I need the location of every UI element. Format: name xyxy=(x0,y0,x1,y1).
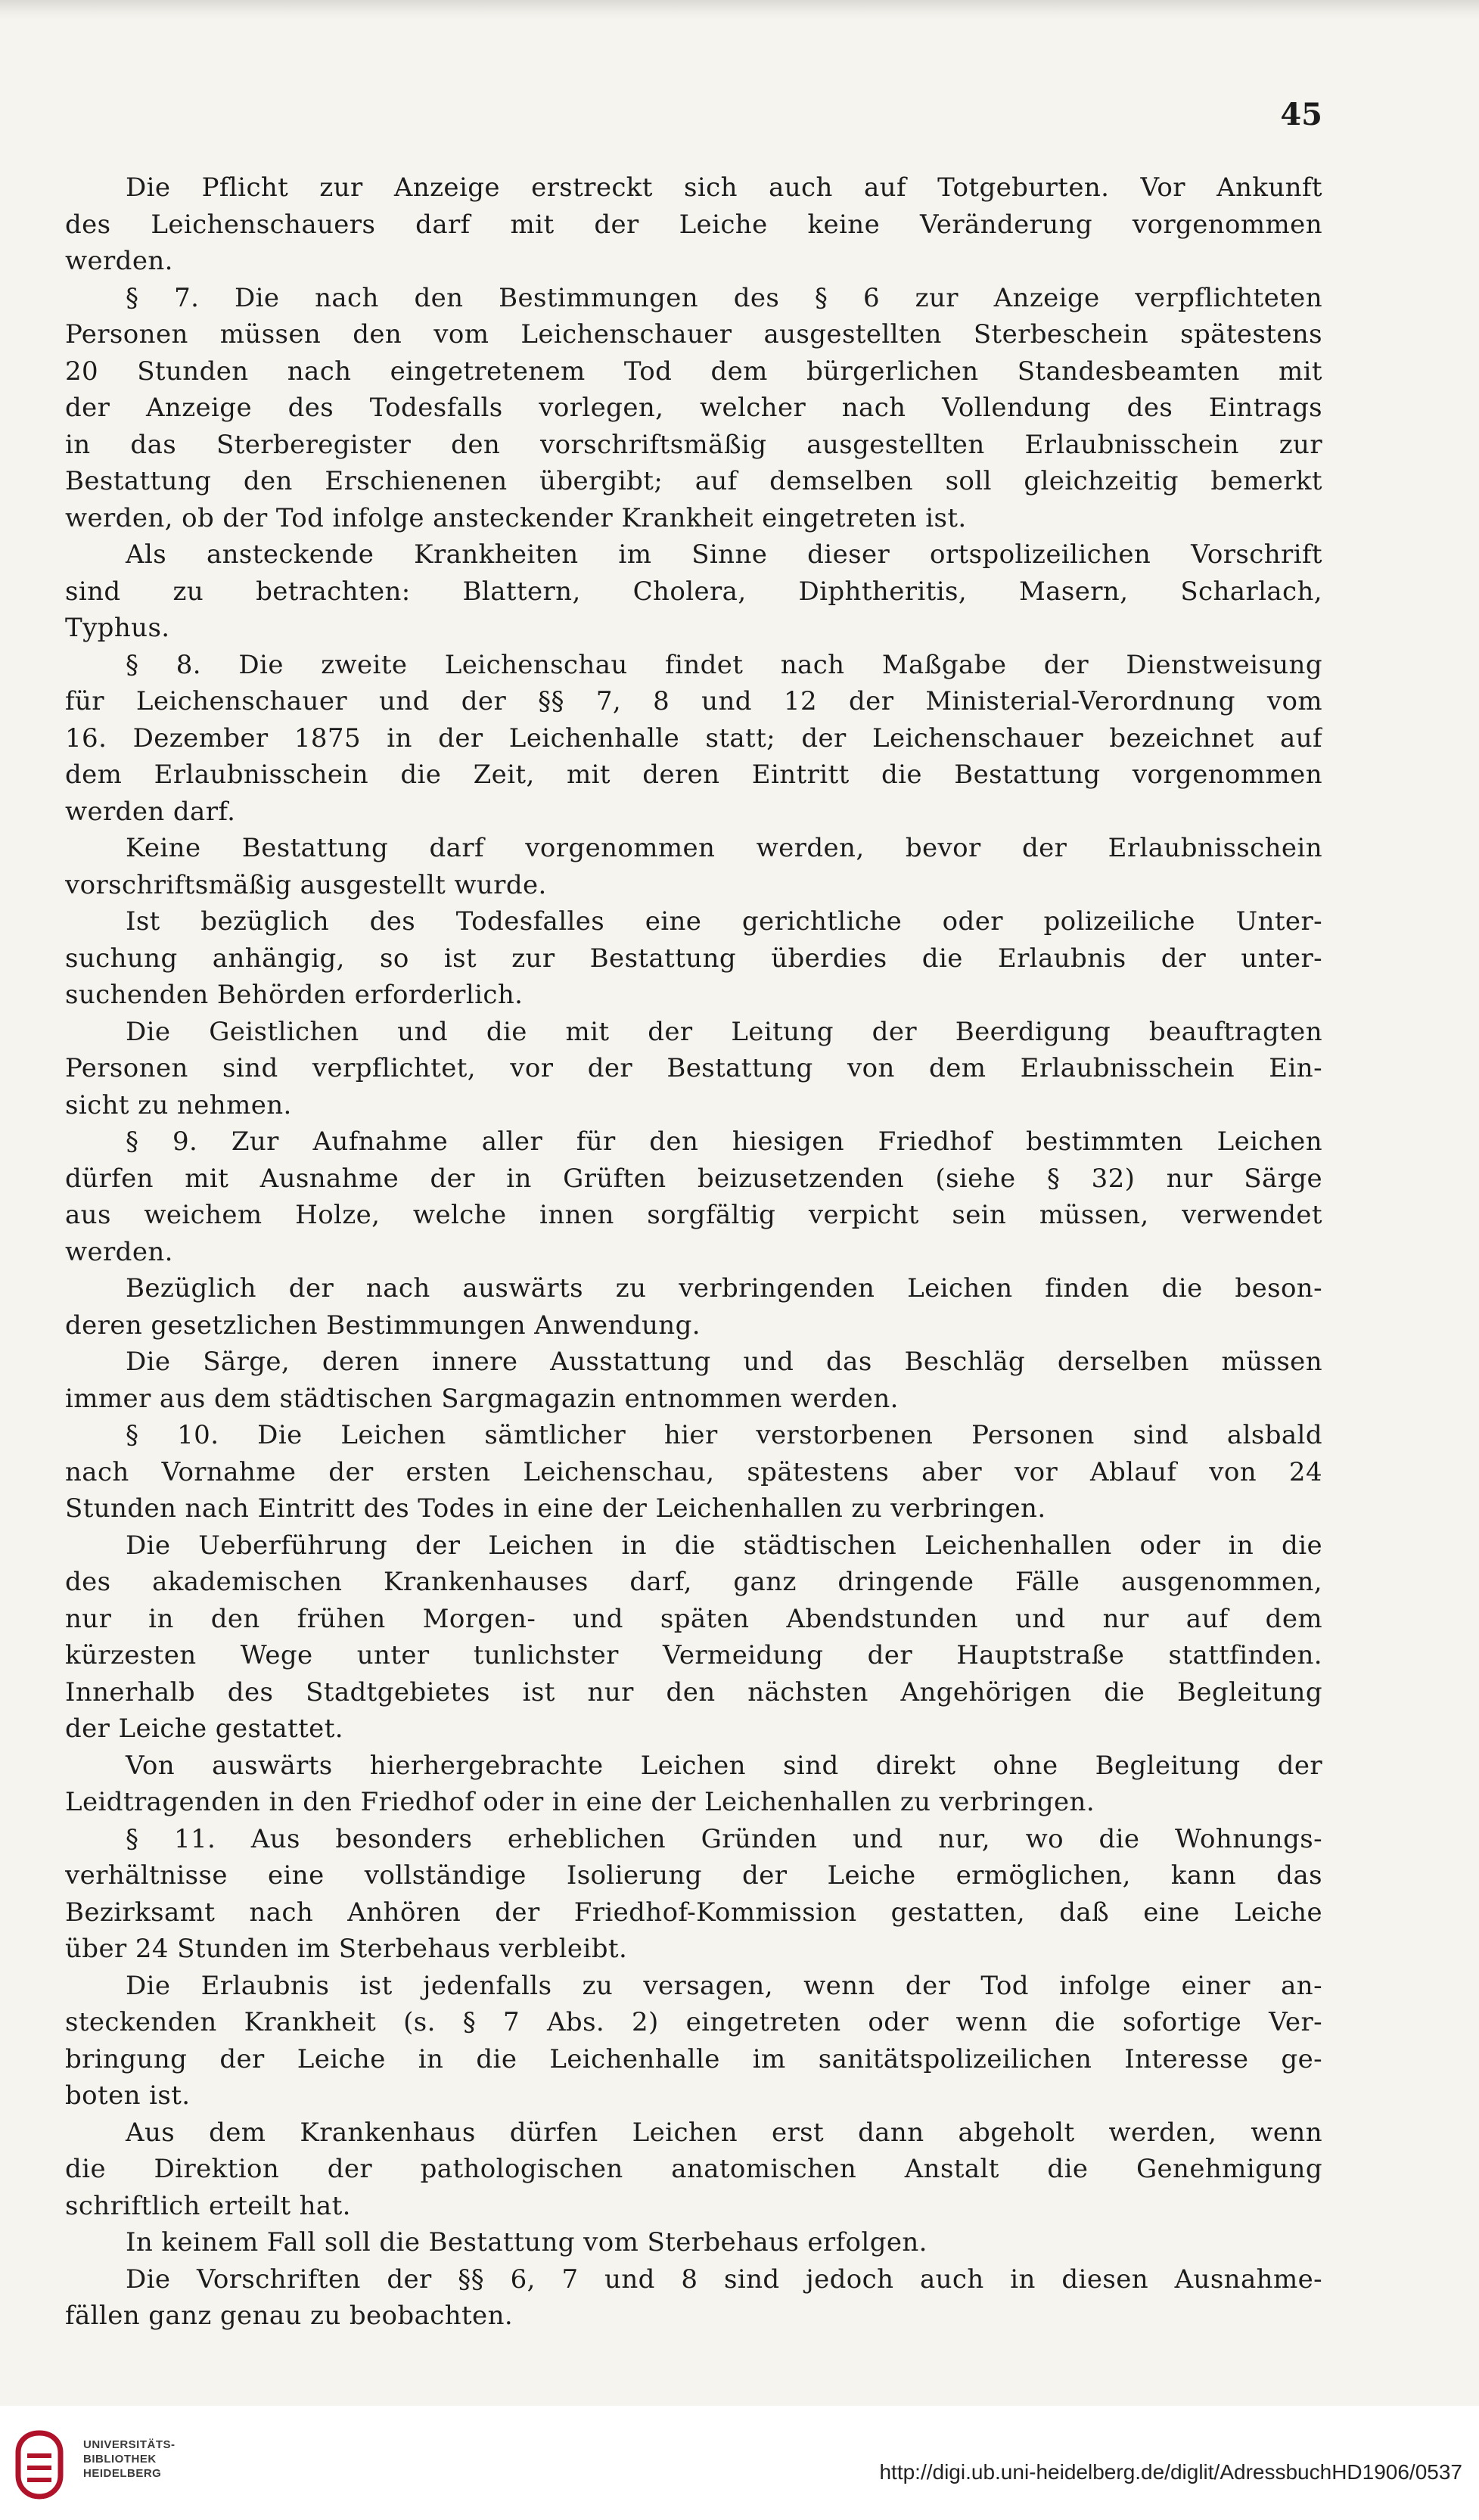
text-line: werden darf. xyxy=(65,796,236,827)
text-line: § 9. Zur Aufnahme aller für den hiesigen Friedhof bestimmten Leichen xyxy=(126,1126,1322,1157)
text-line: Personen sind verpflichtet, vor der Bestattung von dem Erlaubnisschein Ein- xyxy=(65,1053,1322,1083)
text-line: schriftlich erteilt hat. xyxy=(65,2190,351,2221)
text-line: § 10. Die Leichen sämtlicher hier verstorbenen Personen sind alsbald xyxy=(126,1420,1322,1450)
text-line: Bezüglich der nach auswärts zu verbringenden Leichen finden die beson- xyxy=(126,1273,1322,1304)
text-line: Als ansteckende Krankheiten im Sinne dieser ortspolizeilichen Vorschrift xyxy=(126,539,1322,570)
scan-edge xyxy=(0,0,1479,20)
source-url-link[interactable]: http://digi.ub.uni-heidelberg.de/diglit/AdressbuchHD1906/0537 xyxy=(879,2460,1462,2484)
library-seal-icon xyxy=(11,2430,68,2500)
text-line: Personen müssen den vom Leichenschauer ausgestellten Sterbeschein spätestens xyxy=(65,319,1322,350)
body-text xyxy=(65,169,1322,2335)
text-line: deren gesetzlichen Bestimmungen Anwendung. xyxy=(65,1310,701,1341)
library-name-line: HEIDELBERG xyxy=(83,2467,162,2480)
text-line: verhältnisse eine vollständige Isolierung der Leiche ermöglichen, kann das xyxy=(65,1860,1322,1891)
text-line: Die Erlaubnis ist jedenfalls zu versagen, wenn der Tod infolge einer an- xyxy=(126,1970,1322,2001)
text-line: Bezirksamt nach Anhören der Friedhof-Kommission gestatten, daß eine Leiche xyxy=(65,1897,1322,1928)
text-line: kürzesten Wege unter tunlichster Vermeidung der Hauptstraße stattfinden. xyxy=(65,1640,1322,1670)
text-line: Innerhalb des Stadtgebietes ist nur den nächsten Angehörigen die Begleitung xyxy=(65,1676,1322,1707)
text-line: In keinem Fall soll die Bestattung vom Sterbehaus erfolgen. xyxy=(126,2227,927,2257)
text-line: Leidtragenden in den Friedhof oder in eine der Leichenhallen zu verbringen. xyxy=(65,1787,1095,1817)
text-line: des Leichenschauers darf mit der Leiche keine Veränderung vorgenommen xyxy=(65,209,1322,240)
text-line: die Direktion der pathologischen anatomischen Anstalt die Genehmigung xyxy=(65,2154,1322,2184)
text-line: für Leichenschauer und der §§ 7, 8 und 12 der Ministerial-Verordnung vom xyxy=(65,686,1322,716)
text-line: vorschriftsmäßig ausgestellt wurde. xyxy=(65,869,547,900)
text-line: steckenden Krankheit (s. § 7 Abs. 2) eingetreten oder wenn die sofortige Ver- xyxy=(65,2007,1322,2037)
text-line: Die Geistlichen und die mit der Leitung der Beerdigung beauftragten xyxy=(126,1016,1322,1047)
page-number: 45 xyxy=(1280,97,1322,132)
library-name xyxy=(83,2438,176,2481)
text-line: werden. xyxy=(65,1236,173,1267)
text-line: Stunden nach Eintritt des Todes in eine der Leichenhallen zu verbringen. xyxy=(65,1493,1046,1524)
text-line: der Anzeige des Todesfalls vorlegen, welcher nach Vollendung des Eintrags xyxy=(65,393,1322,423)
text-line: Die Särge, deren innere Ausstattung und das Beschläg derselben müssen xyxy=(126,1347,1322,1377)
text-line: Von auswärts hierhergebrachte Leichen sind direkt ohne Begleitung der xyxy=(126,1750,1322,1781)
library-logo[interactable] xyxy=(11,2427,185,2510)
text-line: sind zu betrachten: Blattern, Cholera, Diphtheritis, Masern, Scharlach, xyxy=(65,576,1322,607)
text-line: 16. Dezember 1875 in der Leichenhalle statt; der Leichenschauer bezeichnet auf xyxy=(65,722,1322,754)
text-line: Typhus. xyxy=(65,613,170,643)
text-line: suchenden Behörden erforderlich. xyxy=(65,980,524,1010)
text-line: des akademischen Krankenhauses darf, ganz dringende Fälle ausgenommen, xyxy=(65,1567,1322,1597)
text-line: der Leiche gestattet. xyxy=(65,1714,343,1744)
text-line: werden, ob der Tod infolge ansteckender Krankheit eingetreten ist. xyxy=(65,502,967,533)
text-line: boten ist. xyxy=(65,2080,191,2111)
text-line: § 7. Die nach den Bestimmungen des § 6 zur Anzeige verpflichteten xyxy=(126,282,1322,313)
text-line: sicht zu nehmen. xyxy=(65,1089,292,1120)
text-line: Die Pflicht zur Anzeige erstreckt sich auch auf Totgeburten. Vor Ankunft xyxy=(126,172,1322,203)
text-line: nach Vornahme der ersten Leichenschau, spätestens aber vor Ablauf von 24 xyxy=(65,1456,1322,1487)
text-line: Aus dem Krankenhaus dürfen Leichen erst dann abgeholt werden, wenn xyxy=(126,2117,1322,2148)
text-line: Keine Bestattung darf vorgenommen werden, bevor der Erlaubnisschein xyxy=(126,833,1322,863)
text-line: Bestattung den Erschienenen übergibt; auf demselben soll gleichzeitig bemerkt xyxy=(65,466,1322,496)
text-line: dem Erlaubnisschein die Zeit, mit deren Eintritt die Bestattung vorgenommen xyxy=(65,760,1322,790)
text-line: § 11. Aus besonders erheblichen Gründen und nur, wo die Wohnungs- xyxy=(126,1823,1322,1854)
footer xyxy=(0,2406,1479,2520)
library-name-line: BIBLIOTHEK xyxy=(83,2453,157,2466)
text-line: fällen ganz genau zu beobachten. xyxy=(65,2301,514,2331)
text-line: immer aus dem städtischen Sargmagazin entnommen werden. xyxy=(65,1383,899,1414)
text-line: aus weichem Holze, welche innen sorgfältig verpicht sein müssen, verwendet xyxy=(65,1200,1322,1230)
text-line: Ist bezüglich des Todesfalles eine gerichtliche oder polizeiliche Unter- xyxy=(126,906,1322,937)
text-line: dürfen mit Ausnahme der in Grüften beizusetzenden (siehe § 32) nur Särge xyxy=(65,1163,1322,1194)
text-line: Die Ueberführung der Leichen in die städtischen Leichenhallen oder in die xyxy=(126,1530,1322,1561)
text-line: 20 Stunden nach eingetretenem Tod dem bürgerlichen Standesbeamten mit xyxy=(65,356,1322,387)
text-line: in das Sterberegister den vorschriftsmäßig ausgestellten Erlaubnisschein zur xyxy=(65,429,1322,460)
text-line: werden. xyxy=(65,246,173,276)
text-line: suchung anhängig, so ist zur Bestattung überdies die Erlaubnis der unter- xyxy=(65,943,1322,974)
text-line: über 24 Stunden im Sterbehaus verbleibt. xyxy=(65,1934,628,1964)
text-line: § 8. Die zweite Leichenschau findet nach Maßgabe der Dienstweisung xyxy=(126,649,1322,680)
text-line: Die Vorschriften der §§ 6, 7 und 8 sind jedoch auch in diesen Ausnahme- xyxy=(126,2264,1322,2295)
text-line: bringung der Leiche in die Leichenhalle im sanitätspolizeilichen Interesse ge- xyxy=(65,2043,1322,2074)
text-line: nur in den frühen Morgen- und späten Abendstunden und nur auf dem xyxy=(65,1603,1322,1634)
library-name-line: UNIVERSITÄTS- xyxy=(83,2438,176,2451)
